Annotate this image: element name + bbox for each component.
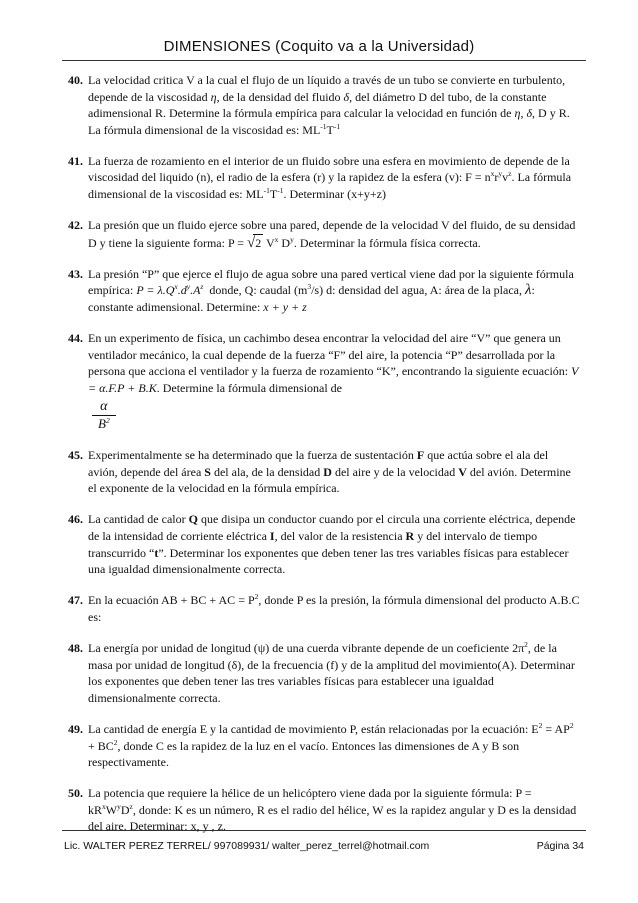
problem-text: /s) d: densidad del agua, A: área de la placa,: [311, 283, 522, 298]
footer-divider: [62, 830, 586, 831]
symbol-eta: η: [210, 89, 217, 104]
fraction-numerator: α: [92, 399, 116, 417]
exponent: x: [174, 282, 178, 292]
problem-list: [68, 72, 580, 849]
symbol-lambda: λ: [524, 282, 532, 299]
exponent: 3: [307, 282, 312, 292]
problem-43: [68, 266, 580, 316]
exponent: 2: [113, 737, 118, 747]
header-divider: [62, 60, 586, 61]
problem-text: W: [105, 802, 118, 817]
bold-variable: S: [204, 464, 211, 479]
problem-text: T: [326, 122, 334, 137]
symbol-delta: δ: [526, 106, 533, 121]
problem-46: [68, 511, 580, 577]
problem-text: La presión “P” que ejerce el flujo de agua sobre una pared vertical viene dad por la siguiente fórmula empírica:: [88, 266, 574, 298]
exponent: 2: [538, 720, 543, 730]
problem-text: ”. Determinar los exponentes que deben tener las tres variables físicas para establecer una igualdad dimensionalmente correcta.: [88, 545, 569, 577]
exponent: 2: [524, 640, 528, 650]
exponent: y: [117, 801, 121, 811]
problem-text: , de la densidad del fluido: [216, 89, 341, 104]
page-header-title: DIMENSIONES (Coquito va a la Universidad): [163, 38, 475, 55]
problem-text: y del intervalo de tiempo transcurrido “: [88, 529, 538, 560]
formula-part: .A: [190, 283, 201, 298]
fraction-alpha-over-b2: [92, 399, 116, 433]
problem-text: V: [265, 235, 275, 250]
formula: x + y + z: [263, 300, 307, 315]
problem-text: En un experimento de física, un cachimbo desea encontrar la velocidad del aire “V” que genera un ventilador mecánico, la cual depende de la fuerza “F” del aire, la potencia “P” desarrollada por la persona que acciona el ventilador y la fuerza de rozamiento “K”, encontrando la siguiente ecuación:: [88, 331, 569, 379]
problem-41: [68, 153, 580, 203]
exponent: x: [102, 801, 106, 811]
problem-text: La energía por unidad de longitud (ψ) de una cuerda vibrante depende de un coeficiente 2π: [88, 641, 525, 656]
problem-text: La potencia que requiere la hélice de un helicóptero viene dada por la siguiente fórmula: P = kR: [88, 786, 532, 817]
page-footer: [64, 840, 584, 852]
problem-number: 47.: [68, 593, 83, 608]
denominator-base: B: [98, 416, 106, 432]
problem-49: [68, 721, 580, 771]
exponent: z: [129, 801, 133, 811]
problem-text: v: [502, 170, 509, 185]
problem-text: . Determinar la fórmula física correcta.: [293, 235, 481, 250]
problem-text: , D y R. La fórmula dimensional de la viscosidad es: ML: [88, 106, 570, 137]
problem-number: 40.: [68, 73, 83, 87]
formula-part: .d: [177, 283, 187, 298]
problem-45: [68, 447, 580, 497]
bold-variable: Q: [188, 512, 198, 527]
problem-text: , donde C es la rapidez de la luz en el vacío. Entonces las dimensiones de A y B son respectivamente.: [88, 738, 520, 770]
problem-text: D: [120, 802, 130, 817]
problem-text: . La fórmula dimensional de la viscosidad es: ML: [88, 170, 572, 202]
problem-text: del ala, de la densidad: [213, 464, 321, 479]
problem-text: T: [269, 187, 278, 202]
exponent: -1: [263, 186, 270, 196]
problem-text: , donde: K es un número, R es el radio del hélice, W es la rapidez angular y D es la densidad del aire. Determinar: x, y , z.: [88, 802, 577, 834]
formula: [136, 283, 203, 297]
sqrt-symbol: √: [246, 234, 256, 251]
problem-number: 42.: [68, 218, 83, 233]
footer-page-number: Página 34: [536, 840, 584, 852]
exponent: x: [490, 169, 495, 179]
exponent: 2: [254, 592, 259, 602]
problem-text: + BC: [88, 738, 114, 753]
problem-text: La presión que un fluido ejerce sobre una pared, depende de la velocidad V del fluido, de su densidad D y tiene la siguiente forma: P =: [88, 218, 576, 250]
exponent: y: [498, 169, 503, 179]
bold-variable: D: [323, 464, 332, 479]
problem-number: 43.: [68, 266, 83, 281]
problem-text: , donde P es la presión, la fórmula dimensional del producto A.B.C es:: [88, 593, 580, 624]
footer-author: Lic. WALTER PEREZ TERREL/ 997089931/ walter_perez_terrel@hotmail.com: [64, 840, 430, 852]
problem-text: La fuerza de rozamiento en el interior de un fluido sobre una esfera en movimiento de depende de la viscosidad del liquido (n), el radio de la esfera (r) y la rapidez de la esfera (v): F = n: [88, 153, 570, 185]
problem-text: : constante adimensional. Determine:: [88, 283, 535, 315]
problem-text: ,: [520, 106, 524, 121]
formula: V = α.F.P + B.K: [88, 364, 579, 395]
problem-text: que actúa sobre el ala del avión, depende del área: [88, 448, 549, 479]
problem-text: La velocidad critica V a la cual el flujo de un líquido a través de un tubo se convierte en turbulento, depende de la viscosidad: [88, 73, 566, 104]
problem-text: . Determine la fórmula dimensional de: [156, 380, 343, 395]
sqrt-radicand: 2: [255, 235, 262, 250]
problem-number: 48.: [68, 641, 83, 656]
exponent: z: [200, 282, 204, 292]
problem-number: 46.: [68, 512, 83, 527]
exponent: y: [290, 234, 294, 244]
problem-50: [68, 785, 580, 835]
problem-text: donde, Q: caudal (m: [209, 283, 308, 298]
problem-47: [68, 592, 580, 625]
bold-variable: V: [458, 464, 467, 479]
problem-text: . Determinar (x+y+z): [283, 187, 386, 202]
problem-text: La cantidad de calor: [88, 512, 186, 527]
formula-part: P = λ.Q: [136, 283, 175, 298]
symbol-delta: δ: [343, 89, 350, 104]
problem-text: , del valor de la resistencia: [274, 529, 403, 544]
bold-variable: R: [405, 529, 415, 544]
problem-42: [68, 217, 580, 251]
fraction-denominator: [92, 416, 116, 433]
exponent: x: [274, 234, 279, 244]
exponent: -1: [277, 186, 284, 196]
problem-text: r: [494, 170, 499, 185]
problem-48: [68, 640, 580, 706]
problem-text: del avión. Determine el exponente de la velocidad en la fórmula empírica.: [88, 464, 571, 496]
bold-variable: I: [269, 529, 275, 544]
symbol-eta: η: [514, 106, 521, 121]
problem-text: que disipa un conductor cuando por el circula una corriente eléctrica, depende de la intensidad de corriente eléctrica: [88, 512, 576, 544]
problem-number: 45.: [68, 448, 83, 463]
problem-text: Experimentalmente se ha determinado que la fuerza de sustentación: [88, 448, 414, 463]
problem-text: La cantidad de energía E y la cantidad de movimiento P, están relacionadas por la ecuación: E: [88, 721, 539, 736]
problem-text: , de la masa por unidad de longitud (δ), de la frecuencia (f) y de la amplitud del movimiento(A). Determinar los exponentes que deben tener las tres variables físicas para establecer una igualdad dimensionalmente correcta.: [88, 641, 575, 705]
problem-number: 41.: [68, 153, 83, 168]
problem-number: 50.: [68, 786, 83, 801]
exponent: -1: [320, 121, 327, 131]
bold-variable: t: [154, 545, 159, 560]
bold-variable: F: [416, 448, 425, 463]
exponent: y: [186, 282, 191, 292]
problem-text: = AP: [542, 721, 570, 736]
exponent: 2: [569, 720, 574, 730]
exponent: 2: [105, 416, 110, 426]
problem-text: del aire y de la velocidad: [334, 464, 456, 479]
problem-number: 49.: [68, 721, 83, 736]
problem-text: D: [278, 235, 291, 250]
problem-text: En la ecuación AB + BC + AC = P: [88, 593, 255, 608]
exponent: -1: [333, 121, 341, 131]
problem-40: [68, 72, 580, 138]
problem-text: , del diámetro D del tubo, de la constante adimensional R. Determine la fórmula empírica para calcular la velocidad en función de: [88, 89, 547, 121]
problem-number: 44.: [68, 331, 83, 346]
exponent: z: [508, 169, 512, 179]
problem-44: [68, 330, 580, 433]
